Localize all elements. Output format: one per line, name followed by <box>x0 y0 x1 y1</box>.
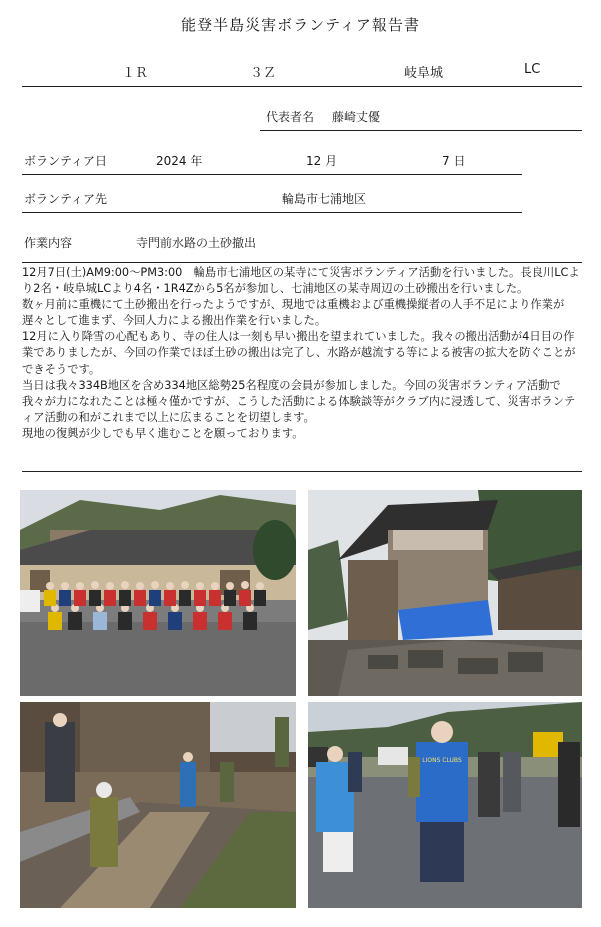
report-paragraph: 現地の復興が少しでも早く進むことを願っております。 <box>22 426 304 440</box>
club-info-row <box>22 62 582 87</box>
representative-row <box>260 108 582 131</box>
report-paragraph: 12月に入り降雪の心配もあり、寺の住人は一刻も早い搬出を望まれていました。我々の搬出活動が4日目の作業でありましたが、今回の作業でほぼ土砂の搬出は完了し、水路が越流する等による被害の拡大を防ぐことができそうです。 <box>22 330 576 376</box>
damaged-building-photo <box>308 490 582 696</box>
destination-row <box>22 190 522 213</box>
club-suffix: LC <box>524 62 541 77</box>
date-day: 7 日 <box>442 154 466 168</box>
date-label: ボランティア日 <box>24 154 108 168</box>
date-year: 2024 年 <box>156 154 203 168</box>
group-photo <box>20 490 296 696</box>
volunteers-street-photo <box>308 702 582 908</box>
work-label: 作業内容 <box>24 236 73 250</box>
destination-label: ボランティア先 <box>24 192 108 206</box>
representative-name: 藤崎丈優 <box>332 110 381 124</box>
representative-label: 代表者名 <box>266 110 315 124</box>
club-name: 岐阜城 <box>404 66 444 81</box>
report-paragraph: 当日は我々334B地区を含め334地区総勢25名程度の会員が参加しました。今回の災害ボランティア活動で我々が力になれたことは極々僅かですが、こうした活動による体験談等がクラブ内に浸透して、災害ボランティア活動の和がこれまで以上に広まることを切望します。 <box>22 378 576 424</box>
destination-value: 輪島市七浦地区 <box>282 192 367 206</box>
date-month: 12 月 <box>306 154 338 168</box>
zone-number: ３Ｚ <box>250 66 277 81</box>
report-paragraph: 数ヶ月前に重機にて土砂搬出を行ったようですが、現地では重機および重機操縦者の人手不足により作業が遅々として進まず、今回人力による搬出作業を行いました。 <box>22 298 565 328</box>
work-value: 寺門前水路の土砂撤出 <box>136 236 257 250</box>
report-paragraph: 12月7日(土)AM9:00～PM3:00 輪島市七浦地区の某寺にて災害ボランティア活動を行いました。長良川LCより2名・岐阜城LCより4名・1R4Zから5名が参加し、七浦地区の某寺周辺の土砂搬出を行いました。 <box>22 266 580 296</box>
report-title: 能登半島災害ボランティア報告書 <box>181 16 420 34</box>
date-row <box>22 152 522 175</box>
vest-logo-text: LIONS CLUBS <box>422 757 462 764</box>
region-number: １Ｒ <box>122 66 149 81</box>
waterway-work-photo <box>20 702 296 908</box>
report-body <box>22 262 582 472</box>
